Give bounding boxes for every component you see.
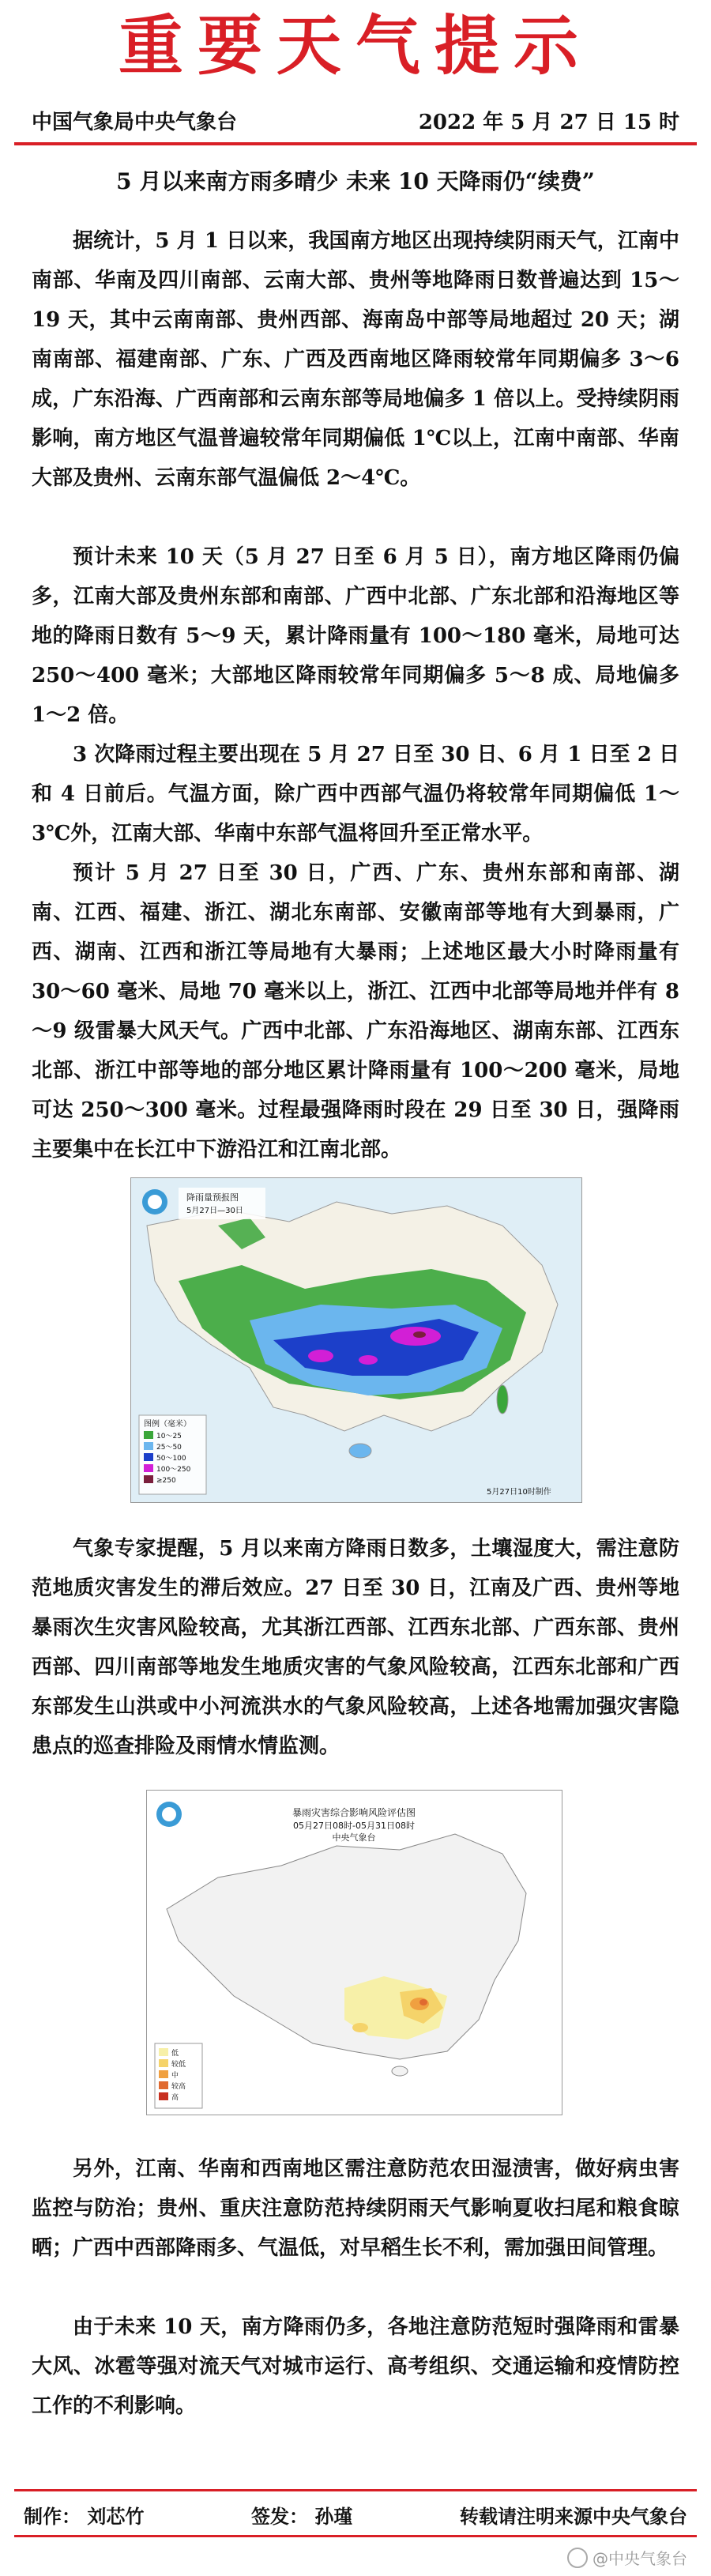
watermark — [567, 2546, 687, 2569]
paragraph-2: 预计未来 10 天（5 月 27 日至 6 月 5 日），南方地区降雨仍偏多，江南大部及贵州东部和南部、广西中北部、广东北部和沿海地区等地的降雨日数有 5～9 天，累计降雨量有 100～180 毫米，局地可达 250～400 毫米；大部地区降雨较常年同期偏多 5～8 成、局地偏多 1～2 倍。 — [32, 545, 679, 727]
fig2-issuer: 中央气象台 — [332, 1832, 376, 1843]
fig1-legend-title: 图例（毫米） — [144, 1420, 191, 1429]
footer-divider-bottom — [14, 2535, 697, 2537]
rainfall-map-svg — [131, 1178, 581, 1502]
fig1-legend-item: 100～250 — [156, 1466, 191, 1474]
fig1-stamp: 5月27日10时制作 — [487, 1488, 551, 1497]
paragraph-3: 3 次降雨过程主要出现在 5 月 27 日至 30 日、6 月 1 日至 2 日和 4 日前后。气温方面，除广西中西部气温仍将较常年同期偏低 1～3℃外，江南大部、华南中东部气温将回升至正常水平。 — [32, 743, 679, 845]
fig2-title: 暴雨灾害综合影响风险评估图 — [292, 1807, 416, 1818]
risk-assessment-map — [146, 1790, 562, 2115]
fig1-period: 5月27日—30日 — [186, 1207, 243, 1215]
fig1-legend-item: ≥250 — [156, 1477, 176, 1485]
fig2-period: 05月27日08时-05月31日08时 — [293, 1821, 415, 1831]
cma-logo-inner — [148, 1195, 162, 1209]
footer-divider-top — [14, 2489, 697, 2491]
fig2-legend-item: 较低 — [171, 2061, 186, 2069]
fig2-legend-item: 较高 — [171, 2083, 186, 2091]
author-label: 制作： 刘芯竹 — [24, 2504, 145, 2528]
meta-row — [32, 104, 679, 136]
cma-logo-inner — [162, 1807, 176, 1821]
masthead — [0, 0, 711, 101]
paragraph-6: 另外，江南、华南和西南地区需注意防范农田湿渍害，做好病虫害监控与防治；贵州、重庆注意防范持续阴雨天气影响夏收扫尾和粮食晾晒；广西中西部降雨多、气温低，对早稻生长不利，需加强田间管理。 — [32, 2157, 679, 2260]
header-divider — [14, 142, 697, 145]
document-title: 重要天气提示 — [118, 8, 592, 84]
fig1-title: 降雨量预报图 — [186, 1192, 239, 1203]
issue-date: 2022 年 5 月 27 日 15 时 — [418, 110, 679, 134]
fig2-legend-item: 低 — [171, 2050, 179, 2058]
paragraph-4: 预计 5 月 27 日至 30 日，广西、广东、贵州东部和南部、湖南、江西、福建、浙江、湖北东南部、安徽南部等地有大到暴雨，广西、湖南、江西和浙江等局地有大暴雨；上述地区最大小时降雨量有 30～60 毫米、局地 70 毫米以上，浙江、江西中北部等局地并伴有 8～9 级雷暴大风天气。广西中北部、广东沿海地区、湖南东部、江西东北部、浙江中部等地的部分地区累计降雨量有 100～200 毫米，局地可达 250～300 毫米。过程最强降雨时段在 29 日至 30 日，强降雨主要集中在长江中下游沿江和江南北部。 — [32, 861, 679, 1162]
paragraph-1: 据统计，5 月 1 日以来，我国南方地区出现持续阴雨天气，江南中南部、华南及四川南部、云南大部、贵州等地降雨日数普遍达到 15～19 天，其中云南南部、贵州西部、海南岛中部等局地超过 20 天；湖南南部、福建南部、广东、广西及西南地区降雨较常年同期偏多 3～6 成，广东沿海、广西南部和云南东部等局地偏多 1 倍以上。受持续阴雨影响，南方地区气温普遍较常年同期偏低 1℃以上，江南中南部、华南大部及贵州、云南东部气温偏低 2～4℃。 — [32, 229, 679, 490]
fig1-legend-item: 10～25 — [156, 1433, 182, 1441]
rainfall-forecast-map — [130, 1177, 582, 1503]
fig1-legend-item: 50～100 — [156, 1455, 186, 1463]
fig2-legend-item: 中 — [171, 2072, 179, 2080]
paragraph-5: 气象专家提醒，5 月以来南方降雨日数多，土壤湿度大，需注意防范地质灾害发生的滞后效应。27 日至 30 日，江南及广西、贵州等地暴雨次生灾害风险较高，尤其浙江西部、江西东北部、广西东部、贵州西部、四川南部等地发生地质灾害的气象风险较高，江西东北部和广西东部发生山洪或中小河流洪水的气象风险较高，上述各地需加强灾害隐患点的巡查排险及雨情水情监测。 — [32, 1537, 679, 1758]
signer-label: 签发： 孙瑾 — [251, 2504, 353, 2528]
paragraph-7: 由于未来 10 天，南方降雨仍多，各地注意防范短时强降雨和雷暴大风、冰雹等强对流天气对城市运行、高考组织、交通运输和疫情防控工作的不利影响。 — [32, 2315, 679, 2418]
reprint-notice: 转载请注明来源中央气象台 — [460, 2504, 687, 2528]
fig1-legend-item: 25～50 — [156, 1444, 182, 1452]
weibo-icon — [567, 2548, 588, 2568]
headline: 5 月以来南方雨多晴少 未来 10 天降雨仍“续费” — [116, 168, 595, 194]
fig2-legend-item: 高 — [171, 2094, 179, 2102]
risk-map-svg — [147, 1791, 562, 2115]
footer — [24, 2499, 687, 2530]
watermark-text: @中央气象台 — [592, 2549, 687, 2568]
issuer-label: 中国气象局中央气象台 — [32, 110, 238, 134]
